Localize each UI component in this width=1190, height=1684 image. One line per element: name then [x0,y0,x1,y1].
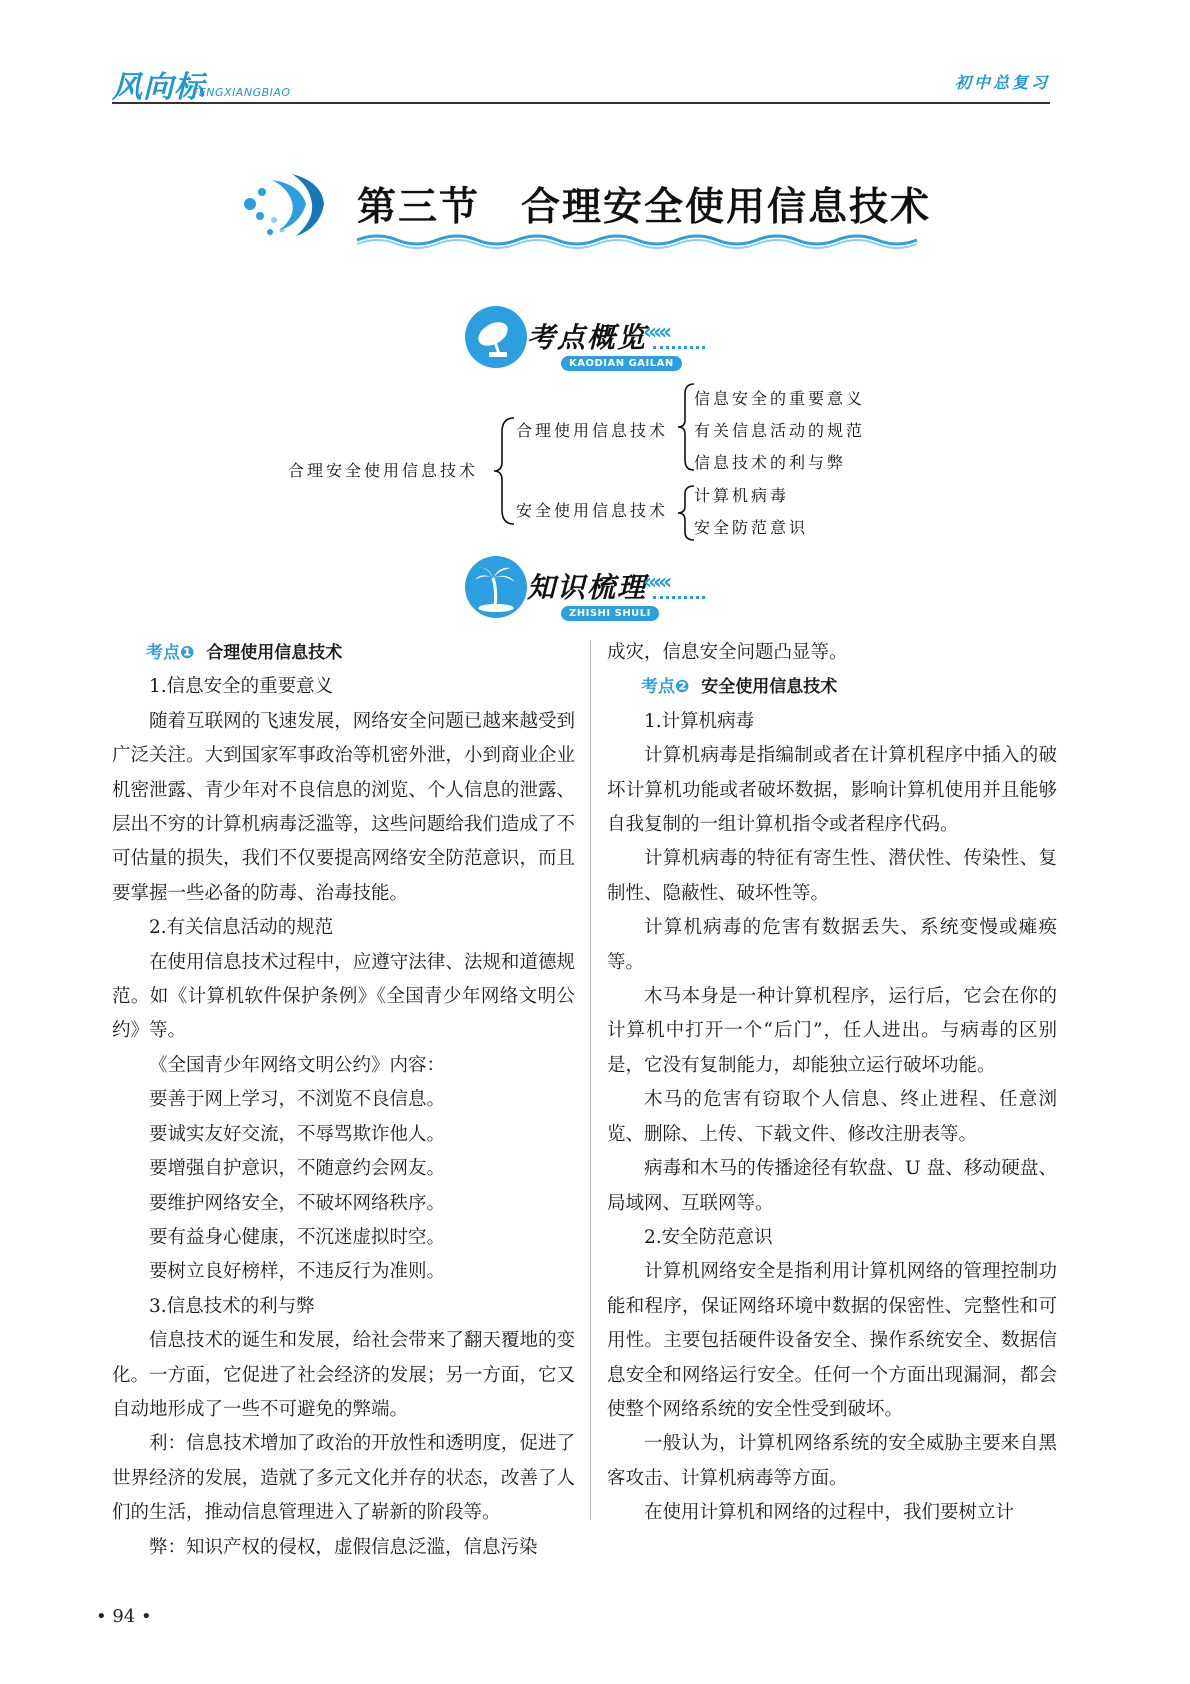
kaodian-title: 合理使用信息技术 [206,643,343,663]
kaodian-tag: 考点❷ [641,677,690,698]
paragraph: 1.计算机病毒 [644,710,755,732]
paragraph: 要诚实友好交流，不辱骂欺诈他人。 [149,1123,446,1145]
left-column [112,636,575,1565]
paragraph: 随着互联网的飞速发展，网络安全问题已越来越受到广泛关注。大到国家军事政治等机密外泄，小到商业企业机密泄露、青少年对不良信息的浏览、个人信息的泄露、层出不穷的计算机病毒泛滥等，这些问题给我们造成了不可估量的损失，我们不仅要提高网络安全防范意识，而且要掌握一些必备的防毒、治毒技能。 [112,710,575,904]
overview-section-badge [465,306,715,378]
paragraph: 病毒和木马的传播途径有软盘、U 盘、移动硬盘、局域网、互联网等。 [607,1158,1057,1214]
paragraph: 弊：知识产权的侵权，虚假信息泛滥，信息污染 [149,1536,538,1558]
overview-title: 考点概览 [527,321,648,354]
kaodian-tag: 考点❶ [146,643,195,663]
tree-leaf: 计算机病毒 [694,486,790,505]
paragraph: 在使用信息技术过程中，应遵守法律、法规和道德规范。如《计算机软件保护条例》《全国青少年网络文明公约》等。 [112,951,575,1042]
paragraph: 信息技术的诞生和发展，给社会带来了翻天覆地的变化。一方面，它促进了社会经济的发展；另一方面，它又自动地形成了一些不可避免的弊端。 [112,1330,575,1420]
tree-leaf: 有关信息活动的规范 [694,421,866,440]
knowledge-section-badge [465,556,715,628]
tree-leaf: 信息技术的利与弊 [694,453,847,472]
title-underline-wave [357,230,927,250]
tree-root: 合理安全使用信息技术 [288,461,479,480]
chevrons-left-icon: ‹‹‹‹‹ [643,320,669,345]
tree-leaf: 信息安全的重要意义 [694,389,866,408]
dotted-line [653,596,705,599]
paragraph: 2.有关信息活动的规范 [149,917,334,939]
tree-root-brace [492,416,516,526]
dotted-line [653,346,705,349]
kaodian-title: 安全使用信息技术 [701,677,838,698]
paragraph: 要善于网上学习，不浏览不良信息。 [149,1089,446,1111]
paragraph: 要增强自护意识，不随意约会网友。 [149,1158,446,1180]
logo-subtitle: FENGXIANGBIAO [192,86,291,99]
overview-pinyin: KAODIAN GAILAN [561,356,682,371]
chevrons-left-icon: ‹‹‹‹‹ [643,570,669,595]
paragraph: 成灾，信息安全问题凸显等。 [607,642,848,663]
paragraph: 计算机病毒是指编制或者在计算机程序中插入的破坏计算机功能或者破坏数据，影响计算机使用并且能够自我复制的一组计算机指令或者程序代码。 [607,745,1057,836]
tree-branch-1: 合理使用信息技术 [516,421,669,440]
satellite-dish-icon [465,306,527,368]
header-rule [112,102,1050,104]
paragraph: 利：信息技术增加了政治的开放性和透明度，促进了世界经济的发展，造就了多元文化并存的状态，改善了人们的生活，推动信息管理进入了崭新的阶段等。 [112,1433,575,1524]
page-number: • 94 • [96,1606,152,1627]
title-swirl-icon [240,170,330,242]
series-title: 初中总复习 [954,73,1050,92]
paragraph: 2.安全防范意识 [644,1226,773,1248]
page-number-value: 94 [112,1606,136,1627]
paragraph: 要有益身心健康，不沉迷虚拟时空。 [149,1226,446,1248]
knowledge-title: 知识梳理 [527,571,648,604]
tree-leaf: 安全防范意识 [694,518,809,537]
knowledge-pinyin: ZHISHI SHULI [561,606,659,621]
paragraph: 计算机网络安全是指利用计算机网络的管理控制功能和程序，保证网络环境中数据的保密性、完整性和可用性。主要包括硬件设备安全、操作系统安全、数据信息安全和网络运行安全。任何一个方面出现漏洞，都会使整个网络系统的安全性受到破坏。 [607,1261,1057,1420]
kaodian-heading [112,636,575,670]
paragraph: 计算机病毒的特征有寄生性、潜伏性、传染性、复制性、隐蔽性、破坏性等。 [607,848,1057,904]
logo-text: 风向标 [112,70,205,105]
tree-branch-2: 安全使用信息技术 [516,501,669,520]
publisher-logo [112,62,332,105]
chapter-title: 第三节 合理安全使用信息技术 [357,185,932,230]
kaodian-heading [607,670,1057,704]
palm-tree-icon [465,556,527,618]
paragraph: 1.信息安全的重要意义 [149,676,334,698]
paragraph: 3.信息技术的利与弊 [149,1295,315,1317]
paragraph: 要维护网络安全，不破坏网络秩序。 [149,1192,446,1214]
paragraph: 在使用计算机和网络的过程中，我们要树立计 [644,1502,1015,1524]
right-column [607,636,1057,1531]
paragraph: 《全国青少年网络文明公约》内容： [149,1054,446,1076]
paragraph: 要树立良好榜样，不违反行为准则。 [149,1261,446,1283]
paragraph: 计算机病毒的危害有数据丢失、系统变慢或瘫痪等。 [607,917,1057,973]
paragraph: 一般认为，计算机网络系统的安全威胁主要来自黑客攻击、计算机病毒等方面。 [607,1433,1057,1489]
tree-branch-2-brace [676,484,696,542]
paragraph: 木马本身是一种计算机程序，运行后，它会在你的计算机中打开一个“后门”，任人进出。与病毒的区别是，它没有复制能力，却能独立运行破坏功能。 [607,986,1057,1076]
tree-branch-1-brace [676,382,696,472]
paragraph: 木马的危害有窃取个人信息、终止进程、任意浏览、删除、上传、下载文件、修改注册表等。 [607,1089,1057,1145]
column-divider [590,640,591,1520]
